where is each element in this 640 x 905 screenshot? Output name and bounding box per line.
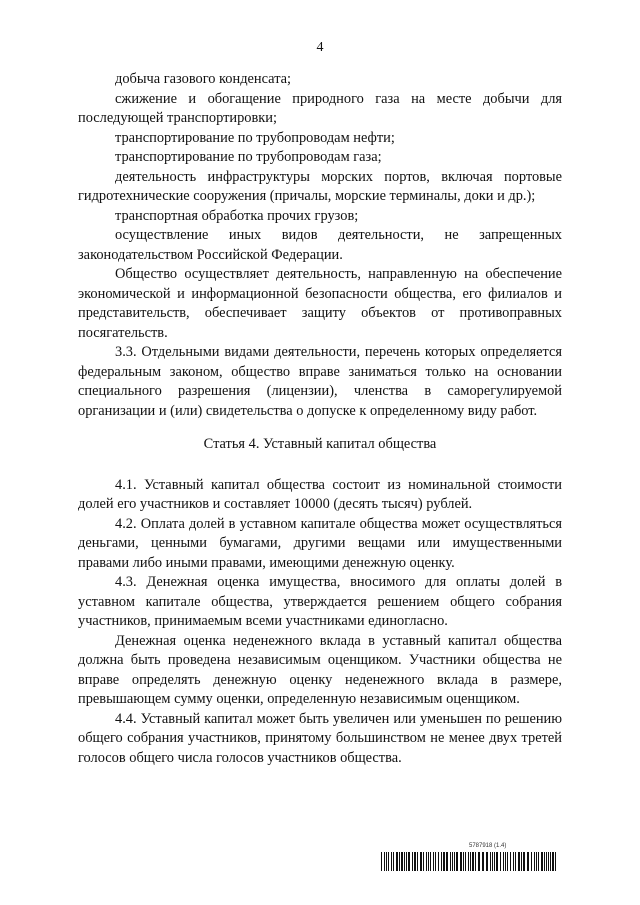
paragraph: Общество осуществляет деятельность, направленную на обеспечение экономической и информационной безопасности общества, его филиалов и представительств, обеспечивает защиту объектов от противоправных посягательств. [78, 266, 562, 341]
paragraph: сжижение и обогащение природного газа на месте добычи для последующей транспортировки; [78, 90, 562, 126]
paragraph: 4.3. Денежная оценка имущества, вносимого для оплаты долей в уставном капитале общества, утверждается решением общего собрания участников, принимаемым всеми участниками единогласно. [78, 574, 562, 629]
paragraph: 4.2. Оплата долей в уставном капитале общества может осуществляться деньгами, ценными бумагами, другими вещами или имущественными правами либо иными правами, имеющими денежную оценку. [78, 515, 562, 571]
paragraph: транспортирование по трубопроводам газа; [115, 149, 382, 165]
paragraph: 4.4. Уставный капитал может быть увеличен или уменьшен по решению общего собрания участников, принятому большинством не менее двух третей голосов общего числа голосов участников общества. [78, 710, 562, 766]
barcode-label: 5787918 (1.4) [469, 843, 507, 849]
paragraph: добыча газового конденсата; [115, 71, 292, 87]
paragraph: Денежная оценка неденежного вклада в уставный капитал общества должна быть проведена независимым оценщиком. Участники общества не вправе определять денежную оценку неденежного вклада в размере, превышающем сумму оценки, определенную независимым оценщиком. [78, 632, 562, 707]
page-number: 4 [316, 40, 324, 55]
paragraph: 3.3. Отдельными видами деятельности, перечень которых определяется федеральным законом, общество вправе заниматься только на основании специального разрешения (лицензии), членства в саморегулируемой организации и (или) свидетельства о допуске к определенному виду работ. [78, 344, 562, 419]
paragraph: деятельность инфраструктуры морских портов, включая портовые гидротехнические сооружения (причалы, морские терминалы, доки и др.); [78, 168, 562, 204]
paragraph: 4.1. Уставный капитал общества состоит из номинальной стоимости долей его участников и составляет 10000 (десять тысяч) рублей. [78, 476, 562, 512]
paragraph: осуществление иных видов деятельности, не запрещенных законодательством Российской Федерации. [78, 227, 562, 263]
paragraph: транспортная обработка прочих грузов; [115, 207, 359, 224]
section-heading: Статья 4. Уставный капитал общества [203, 436, 437, 452]
document-body [78, 70, 562, 768]
paragraph: транспортирование по трубопроводам нефти; [115, 129, 395, 146]
barcode-icon [381, 852, 559, 871]
